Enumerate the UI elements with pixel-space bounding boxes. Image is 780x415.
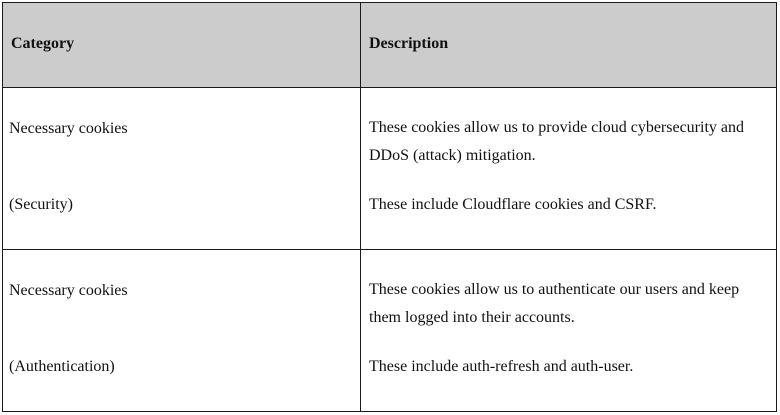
cookie-table xyxy=(2,2,777,412)
description-examples: These include auth-refresh and auth-user. xyxy=(369,358,634,376)
description-examples: These include Cloudflare cookies and CSRF. xyxy=(369,196,657,214)
description-cell xyxy=(361,250,777,412)
description-cell xyxy=(361,88,777,250)
description-text: These cookies allow us to authenticate our users and keep them logged into their accounts. xyxy=(369,281,740,327)
header-description-label: Description xyxy=(369,35,449,52)
category-cell xyxy=(3,88,361,250)
category-subtype: (Security) xyxy=(9,196,73,214)
table-row xyxy=(3,250,777,412)
header-category-label: Category xyxy=(11,35,75,52)
description-text: These cookies allow us to provide cloud cybersecurity and DDoS (attack) mitigation. xyxy=(369,119,744,165)
table-row xyxy=(3,88,777,250)
category-name: Necessary cookies xyxy=(9,120,128,138)
table-header-row xyxy=(3,3,777,88)
header-description xyxy=(361,3,777,88)
category-cell xyxy=(3,250,361,412)
header-category xyxy=(3,3,361,88)
category-name: Necessary cookies xyxy=(9,282,128,300)
category-subtype: (Authentication) xyxy=(9,358,115,376)
